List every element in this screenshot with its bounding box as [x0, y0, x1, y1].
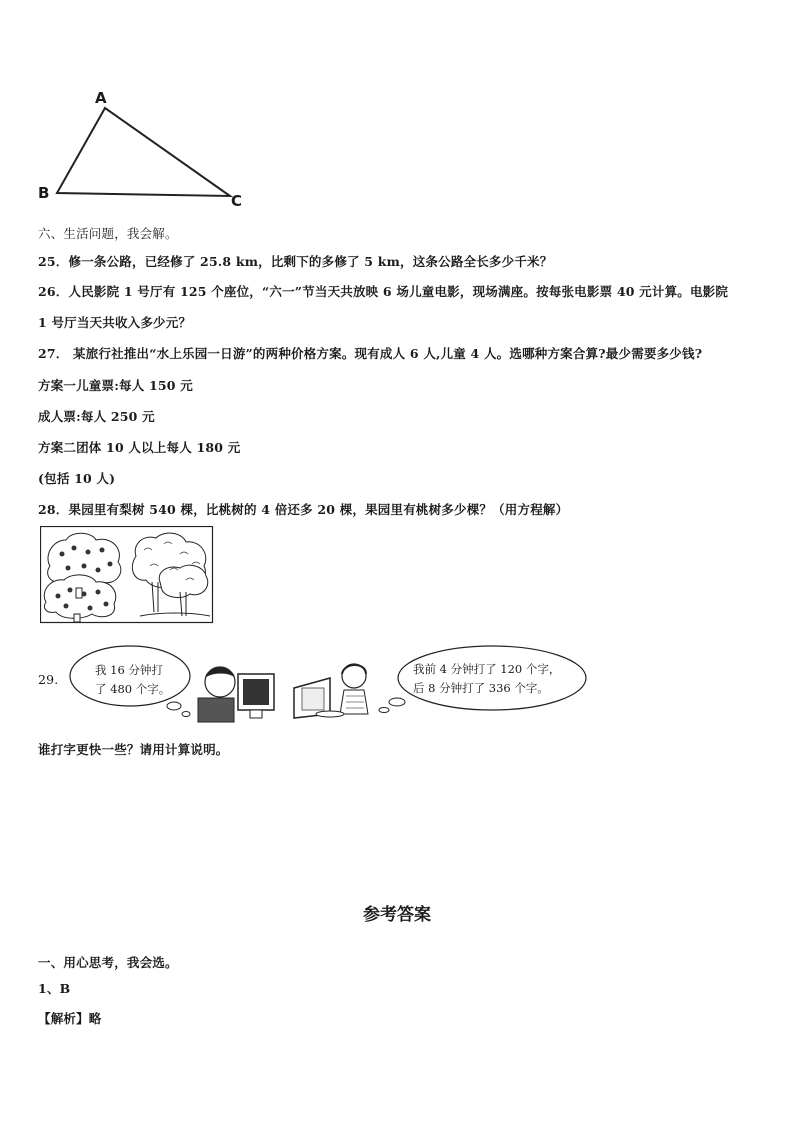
vertex-label-b: B	[38, 184, 50, 202]
triangle-shape	[57, 108, 230, 196]
boy-figure	[198, 667, 235, 722]
question-26-line1: 26．人民影院 1 号厅有 125 个座位，“六一”节当天共放映 6 场儿童电影，现场满座。按每张电影票 40 元计算。电影院	[38, 284, 729, 299]
boy-speech-line1: 我 16 分钟打	[95, 663, 163, 677]
plan2-note: (包括 10 人)	[38, 471, 116, 486]
plan1-child-price: 方案一儿童票:每人 150 元	[38, 378, 193, 393]
girl-speech-line1: 我前 4 分钟打了 120 个字，	[413, 662, 561, 676]
answers-section-heading: 一、用心思考，我会选。	[38, 955, 178, 970]
question-28: 28．果园里有梨树 540 棵，比桃树的 4 倍还多 20 棵，果园里有桃树多少棵？（用方程解）	[38, 502, 569, 517]
answer-1: 1、B	[38, 981, 71, 996]
plan1-adult-price: 成人票:每人 250 元	[38, 409, 155, 424]
question-26-line2: 1 号厅当天共收入多少元？	[38, 315, 192, 330]
question-29-prompt: 谁打字更快一些？请用计算说明。	[38, 742, 229, 757]
vertex-label-a: A	[95, 89, 107, 107]
question-25: 25．修一条公路，已经修了 25.8 km，比剩下的多修了 5 km，这条公路全长多少千米？	[38, 254, 553, 269]
triangle-figure	[30, 85, 260, 215]
answers-title: 参考答案	[363, 905, 431, 925]
question-27: 27． 某旅行社推出“水上乐园一日游”的两种价格方案。现有成人 6 人,儿童 4 人。选哪种方案合算?最少需要多少钱?	[38, 346, 703, 361]
boy-speech-line2: 了 480 个字。	[95, 682, 171, 696]
section-heading: 六、生活问题，我会解。	[38, 226, 178, 241]
question-29-number: 29.	[38, 672, 59, 687]
orchard-illustration	[40, 526, 214, 624]
vertex-label-c: C	[231, 192, 243, 210]
girl-speech-line2: 后 8 分钟打了 336 个字。	[413, 681, 549, 695]
plan2-price: 方案二团体 10 人以上每人 180 元	[38, 440, 241, 455]
answer-1-analysis: 【解析】略	[38, 1011, 102, 1026]
